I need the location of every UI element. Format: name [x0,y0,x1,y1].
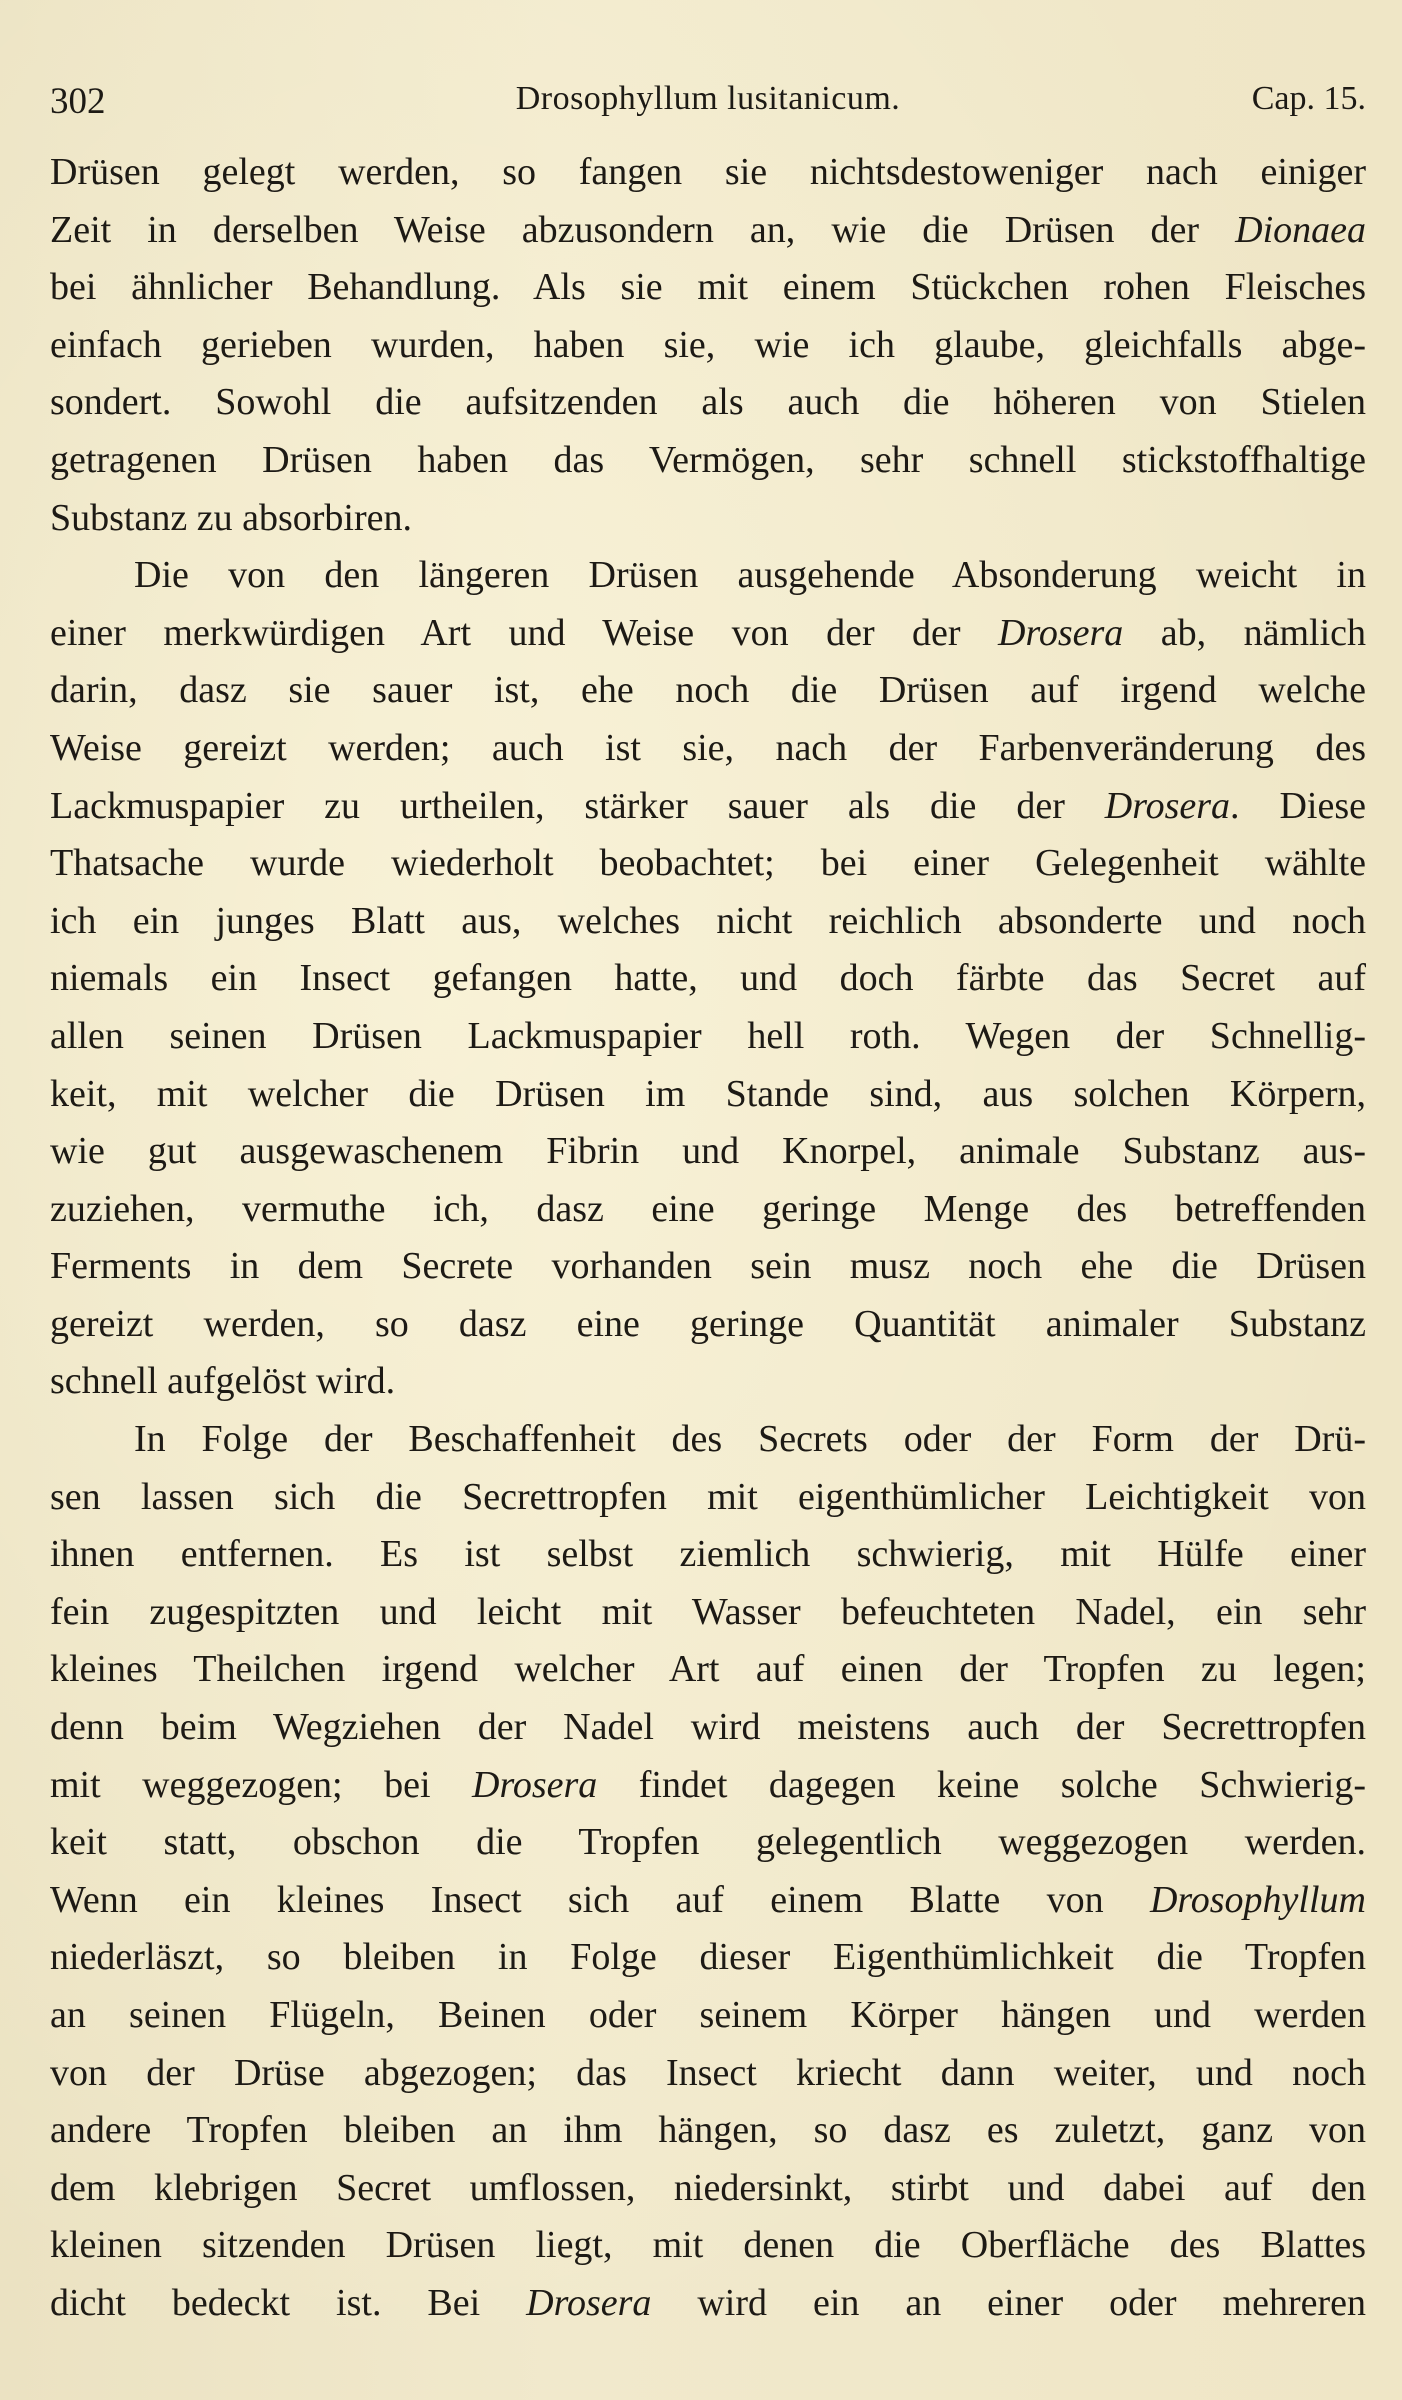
running-title: Drosophyllum lusitanicum. [515,80,901,117]
text-line: Lackmuspapier zu urtheilen, stärker sauer als die der Drosera. Diese [50,784,1366,827]
text-line: Substanz zu absorbiren. [50,496,412,539]
page-number: 302 [50,81,106,122]
paragraph-2 [50,547,1366,1411]
text-line: ich ein junges Blatt aus, welches nicht reichlich absonderte und noch [50,899,1366,942]
text-line: an seinen Flügeln, Beinen oder seinem Körper hängen und werden [50,1994,1366,2036]
text-line: andere Tropfen bleiben an ihm hängen, so dasz es zuletzt, ganz von [50,2109,1366,2152]
text-line: Thatsache wurde wiederholt beobachtet; bei einer Gelegenheit wählte [50,842,1366,885]
text-line: allen seinen Drüsen Lackmuspapier hell roth. Wegen der Schnellig- [50,1014,1366,1057]
text-line: zuziehen, vermuthe ich, dasz eine geringe Menge des betreffenden [50,1187,1366,1230]
text-line: keit statt, obschon die Tropfen gelegentlich weggezogen werden. [50,1821,1366,1864]
italic-term: Drosera [526,2281,652,2324]
text-line: wie gut ausgewaschenem Fibrin und Knorpel, animale Substanz aus- [50,1130,1366,1173]
text-line: sen lassen sich die Secrettropfen mit eigenthümlicher Leichtigkeit von [50,1475,1366,1518]
text-line: dicht bedeckt ist. Bei Drosera wird ein an einer oder mehreren [50,2281,1366,2324]
text-line: kleinen sitzenden Drüsen liegt, mit denen die Oberfläche des Blattes [50,2224,1366,2267]
running-head [50,60,1366,126]
paragraph-3 [50,1411,1366,2333]
paragraph-1 [50,144,1366,547]
text-line: schnell aufgelöst wird. [50,1360,396,1403]
text-line: einer merkwürdigen Art und Weise von der der Drosera ab, nämlich [50,611,1366,654]
text-line: In Folge der Beschaffenheit des Secrets oder der Form der Drü- [134,1418,1366,1461]
text-line: Ferments in dem Secrete vorhanden sein musz noch ehe die Drüsen [50,1245,1366,1288]
text-line-segment: Zeit in derselben Weise abzusondern an, wie die Drüsen der Dionaea [50,208,1366,251]
text-line: ihnen entfernen. Es ist selbst ziemlich schwierig, mit Hülfe einer [50,1533,1366,1576]
text-line: kleines Theilchen irgend welcher Art auf einen der Tropfen zu legen; [50,1648,1366,1691]
chapter-label: Cap. 15. [1251,80,1366,117]
text-line: Weise gereizt werden; auch ist sie, nach der Farbenveränderung des [50,726,1366,769]
text-line: niemals ein Insect gefangen hatte, und doch färbte das Secret auf [50,957,1366,1000]
text-line: fein zugespitzten und leicht mit Wasser befeuchteten Nadel, ein sehr [50,1590,1366,1633]
text-line: dem klebrigen Secret umflossen, niedersinkt, stirbt und dabei auf den [50,2166,1366,2209]
book-page [50,60,1366,2360]
italic-term: Drosera [472,1763,598,1806]
text-line: bei ähnlicher Behandlung. Als sie mit einem Stückchen rohen Fleisches [50,266,1366,309]
italic-term: Drosera [998,611,1124,654]
text-line: denn beim Wegziehen der Nadel wird meistens auch der Secrettropfen [50,1706,1366,1749]
text-line: getragenen Drüsen haben das Vermögen, sehr schnell stickstoffhaltige [50,438,1366,481]
text-line: mit weggezogen; bei Drosera findet dagegen keine solche Schwierig- [50,1763,1366,1806]
italic-term: Dionaea [1235,208,1366,251]
text-line: darin, dasz sie sauer ist, ehe noch die Drüsen auf irgend welche [50,669,1366,712]
text-line: gereizt werden, so dasz eine geringe Quantität animaler Substanz [50,1302,1366,1345]
italic-term: Drosophyllum [1149,1878,1366,1921]
text-line: keit, mit welcher die Drüsen im Stande sind, aus solchen Körpern, [50,1072,1366,1115]
text-line: niederläszt, so bleiben in Folge dieser Eigenthümlichkeit die Tropfen [50,1936,1366,1979]
text-line: von der Drüse abgezogen; das Insect kriecht dann weiter, und noch [50,2051,1366,2094]
text-line: einfach gerieben wurden, haben sie, wie ich glaube, gleichfalls abge- [50,323,1366,366]
text-line [50,202,1366,260]
text-line: Drüsen gelegt werden, so fangen sie nichtsdestoweniger nach einiger [50,151,1366,193]
text-line: sondert. Sowohl die aufsitzenden als auch die höheren von Stielen [50,381,1366,424]
body-text [50,144,1366,2333]
text-line: Wenn ein kleines Insect sich auf einem Blatte von Drosophyllum [50,1878,1366,1921]
text-line: Die von den längeren Drüsen ausgehende Absonderung weicht in [134,554,1366,597]
italic-term: Drosera [1104,784,1231,827]
